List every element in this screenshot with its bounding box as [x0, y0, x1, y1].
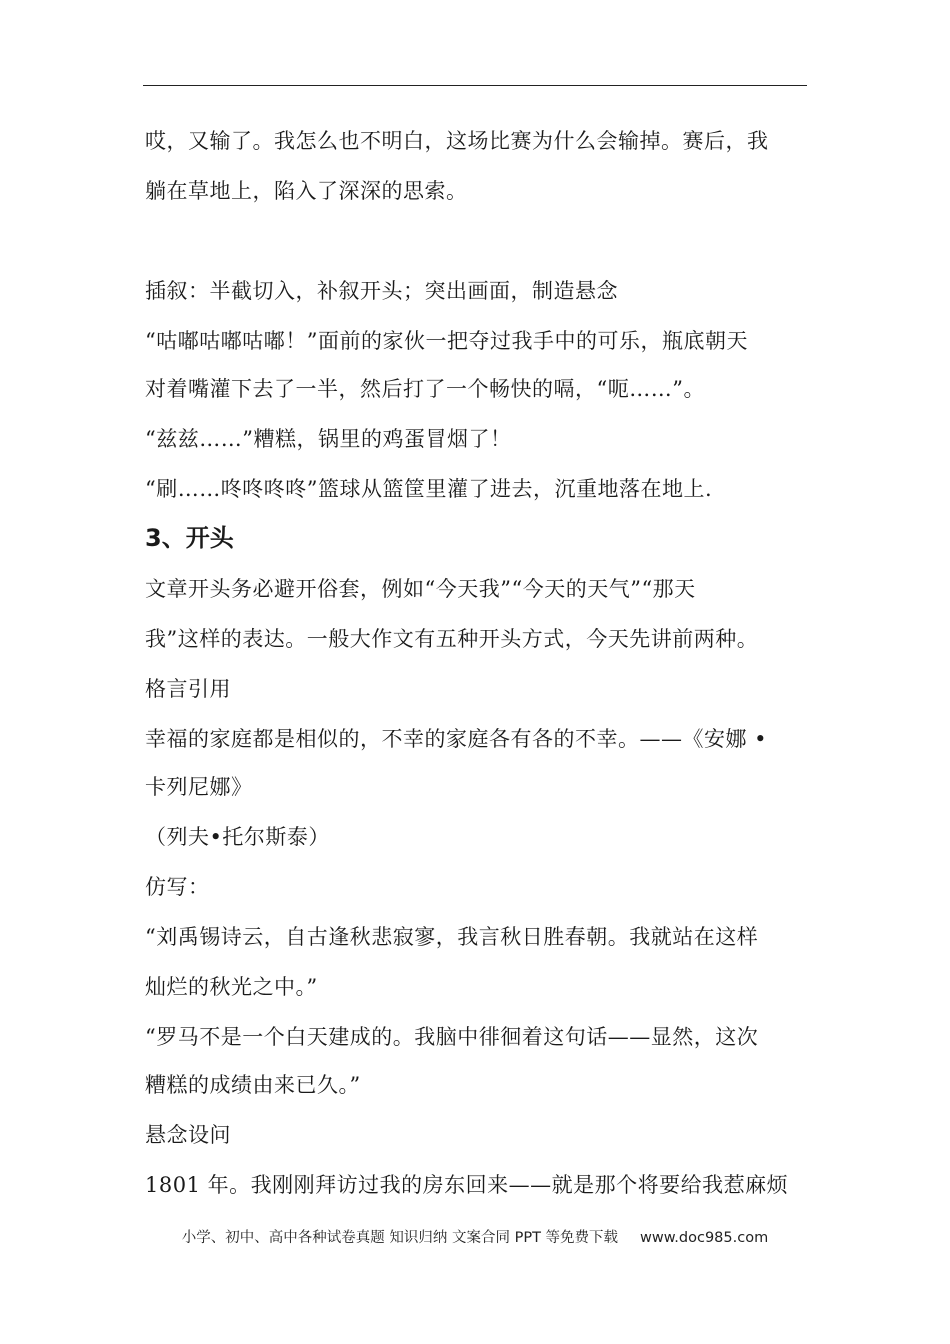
paragraph-line: 糟糕的成绩由来已久。”: [145, 1073, 361, 1097]
paragraph-line: “罗马不是一个白天建成的。我脑中徘徊着这句话——显然，这次: [145, 1025, 759, 1049]
paragraph-line: 灿烂的秋光之中。”: [145, 975, 318, 999]
paragraph-line: 哎，又输了。我怎么也不明白，这场比赛为什么会输掉。赛后，我: [145, 129, 769, 153]
paragraph-line: 1801 年。我刚刚拜访过我的房东回来——就是那个将要给我惹麻烦: [145, 1173, 789, 1197]
paragraph-line: “咕嘟咕嘟咕嘟！”面前的家伙一把夺过我手中的可乐，瓶底朝天: [145, 329, 748, 353]
paragraph-line: 文章开头务必避开俗套，例如“今天我”“今天的天气”“那天: [145, 577, 696, 601]
paragraph-line: （列夫•托尔斯泰）: [145, 825, 330, 849]
paragraph-line: 对着嘴灌下去了一半，然后打了一个畅快的嗝，“呃……”。: [145, 377, 705, 401]
header-rule: [143, 85, 807, 86]
paragraph-line: 躺在草地上，陷入了深深的思索。: [145, 179, 468, 203]
section-heading: 3、开头: [145, 524, 234, 552]
paragraph-line: “兹兹……”糟糕，锅里的鸡蛋冒烟了！: [145, 427, 512, 451]
paragraph-line: “刘禹锡诗云，自古逢秋悲寂寥，我言秋日胜春朝。我就站在这样: [145, 925, 759, 949]
paragraph-line: 我”这样的表达。一般大作文有五种开头方式，今天先讲前两种。: [145, 627, 759, 651]
paragraph-line: 幸福的家庭都是相似的，不幸的家庭各有各的不幸。——《安娜 •: [145, 727, 768, 751]
section-label: 插叙：半截切入，补叙开头；突出画面，制造悬念: [145, 279, 618, 303]
footer-text: 小学、初中、高中各种试卷真题 知识归纳 文案合同 PPT 等免费下载: [181, 1230, 619, 1246]
footer-url[interactable]: www.doc985.com: [640, 1230, 769, 1246]
subsection-label: 悬念设问: [145, 1123, 231, 1147]
paragraph-line: 卡列尼娜》: [145, 775, 253, 799]
page-footer: [0, 1226, 950, 1247]
subsection-label: 仿写：: [145, 875, 210, 899]
subsection-label: 格言引用: [145, 677, 231, 701]
paragraph-line: “刷……咚咚咚咚”篮球从篮筐里灌了进去，沉重地落在地上.: [145, 477, 713, 501]
